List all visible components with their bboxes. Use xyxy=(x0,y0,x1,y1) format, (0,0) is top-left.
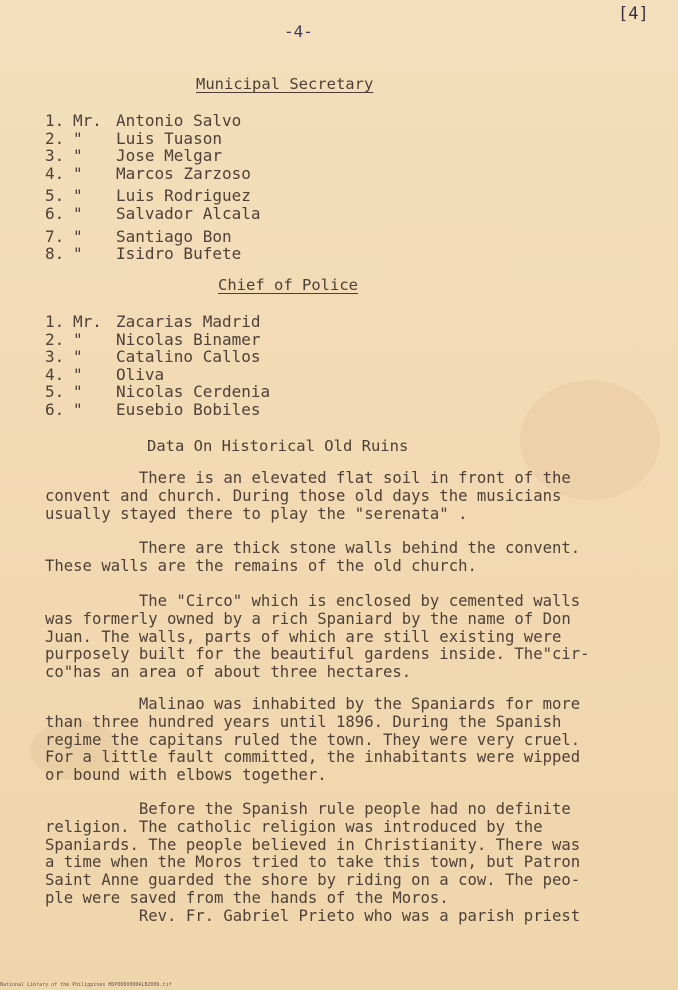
list-item: 3. " Catalino Callos xyxy=(45,347,261,367)
list-item: 5. " Nicolas Cerdenia xyxy=(45,382,271,402)
archive-footer: National Library of the Philippines HDP0000000ALB2006.tif xyxy=(0,982,172,988)
chief-of-police-list xyxy=(45,313,270,419)
list-item: 7. " Santiago Bon xyxy=(45,226,232,246)
paragraph-circo: The "Circo" which is enclosed by cemented walls was formerly owned by a rich Spaniard by the name of Don Juan. The walls, parts of which are still existing were purposely built for the beautiful gardens inside. The"cir- co"has an area of about three hectares. xyxy=(45,592,590,682)
paragraph-religion: Before the Spanish rule people had no definite religion. The catholic religion was introduced by the Spaniards. The people believed in Christianity. There was a time when the Moros tried to take this town, but Patron Saint Anne guarded the shore by riding on a cow. The peo- ple were saved from the hands of the Moros. Rev. Fr. Gabriel Prieto who was a parish priest xyxy=(45,800,581,925)
paragraph-spanish-rule: Malinao was inhabited by the Spaniards for more than three hundred years until 1896. During the Spanish regime the capitans ruled the town. They were very cruel. For a little fault committed, the inhabitants were wipped or bound with elbows together. xyxy=(45,695,581,785)
list-item: 6. " Eusebio Bobiles xyxy=(45,399,261,419)
list-item: 3. " Jose Melgar xyxy=(45,146,222,166)
chief-of-police-heading: Chief of Police xyxy=(218,276,358,294)
list-item: 5. " Luis Rodriguez xyxy=(45,186,251,206)
municipal-secretary-list xyxy=(45,112,261,263)
list-item: 4. " Oliva xyxy=(45,364,165,384)
archive-number: [4] xyxy=(618,4,649,24)
list-item: 8. " Isidro Bufete xyxy=(45,244,242,264)
list-item: 1. Mr. Zacarias Madrid xyxy=(45,312,261,331)
list-item: 6. " Salvador Alcala xyxy=(45,203,261,223)
paragraph-stone-walls: There are thick stone walls behind the convent. These walls are the remains of the old church. xyxy=(45,539,581,575)
list-item: 1. Mr. Antonio Salvo xyxy=(45,111,242,130)
page-number: -4- xyxy=(284,22,313,41)
paragraph-elevated-soil: There is an elevated flat soil in front of the convent and church. During those old days the musicians usually stayed there to play the "serenata" . xyxy=(45,469,571,523)
list-item: 4. " Marcos Zarzoso xyxy=(45,163,251,183)
municipal-secretary-heading: Municipal Secretary xyxy=(196,75,374,93)
historical-ruins-heading: Data On Historical Old Ruins xyxy=(147,437,409,455)
list-item: 2. " Nicolas Binamer xyxy=(45,329,261,349)
list-item: 2. " Luis Tuason xyxy=(45,128,222,148)
